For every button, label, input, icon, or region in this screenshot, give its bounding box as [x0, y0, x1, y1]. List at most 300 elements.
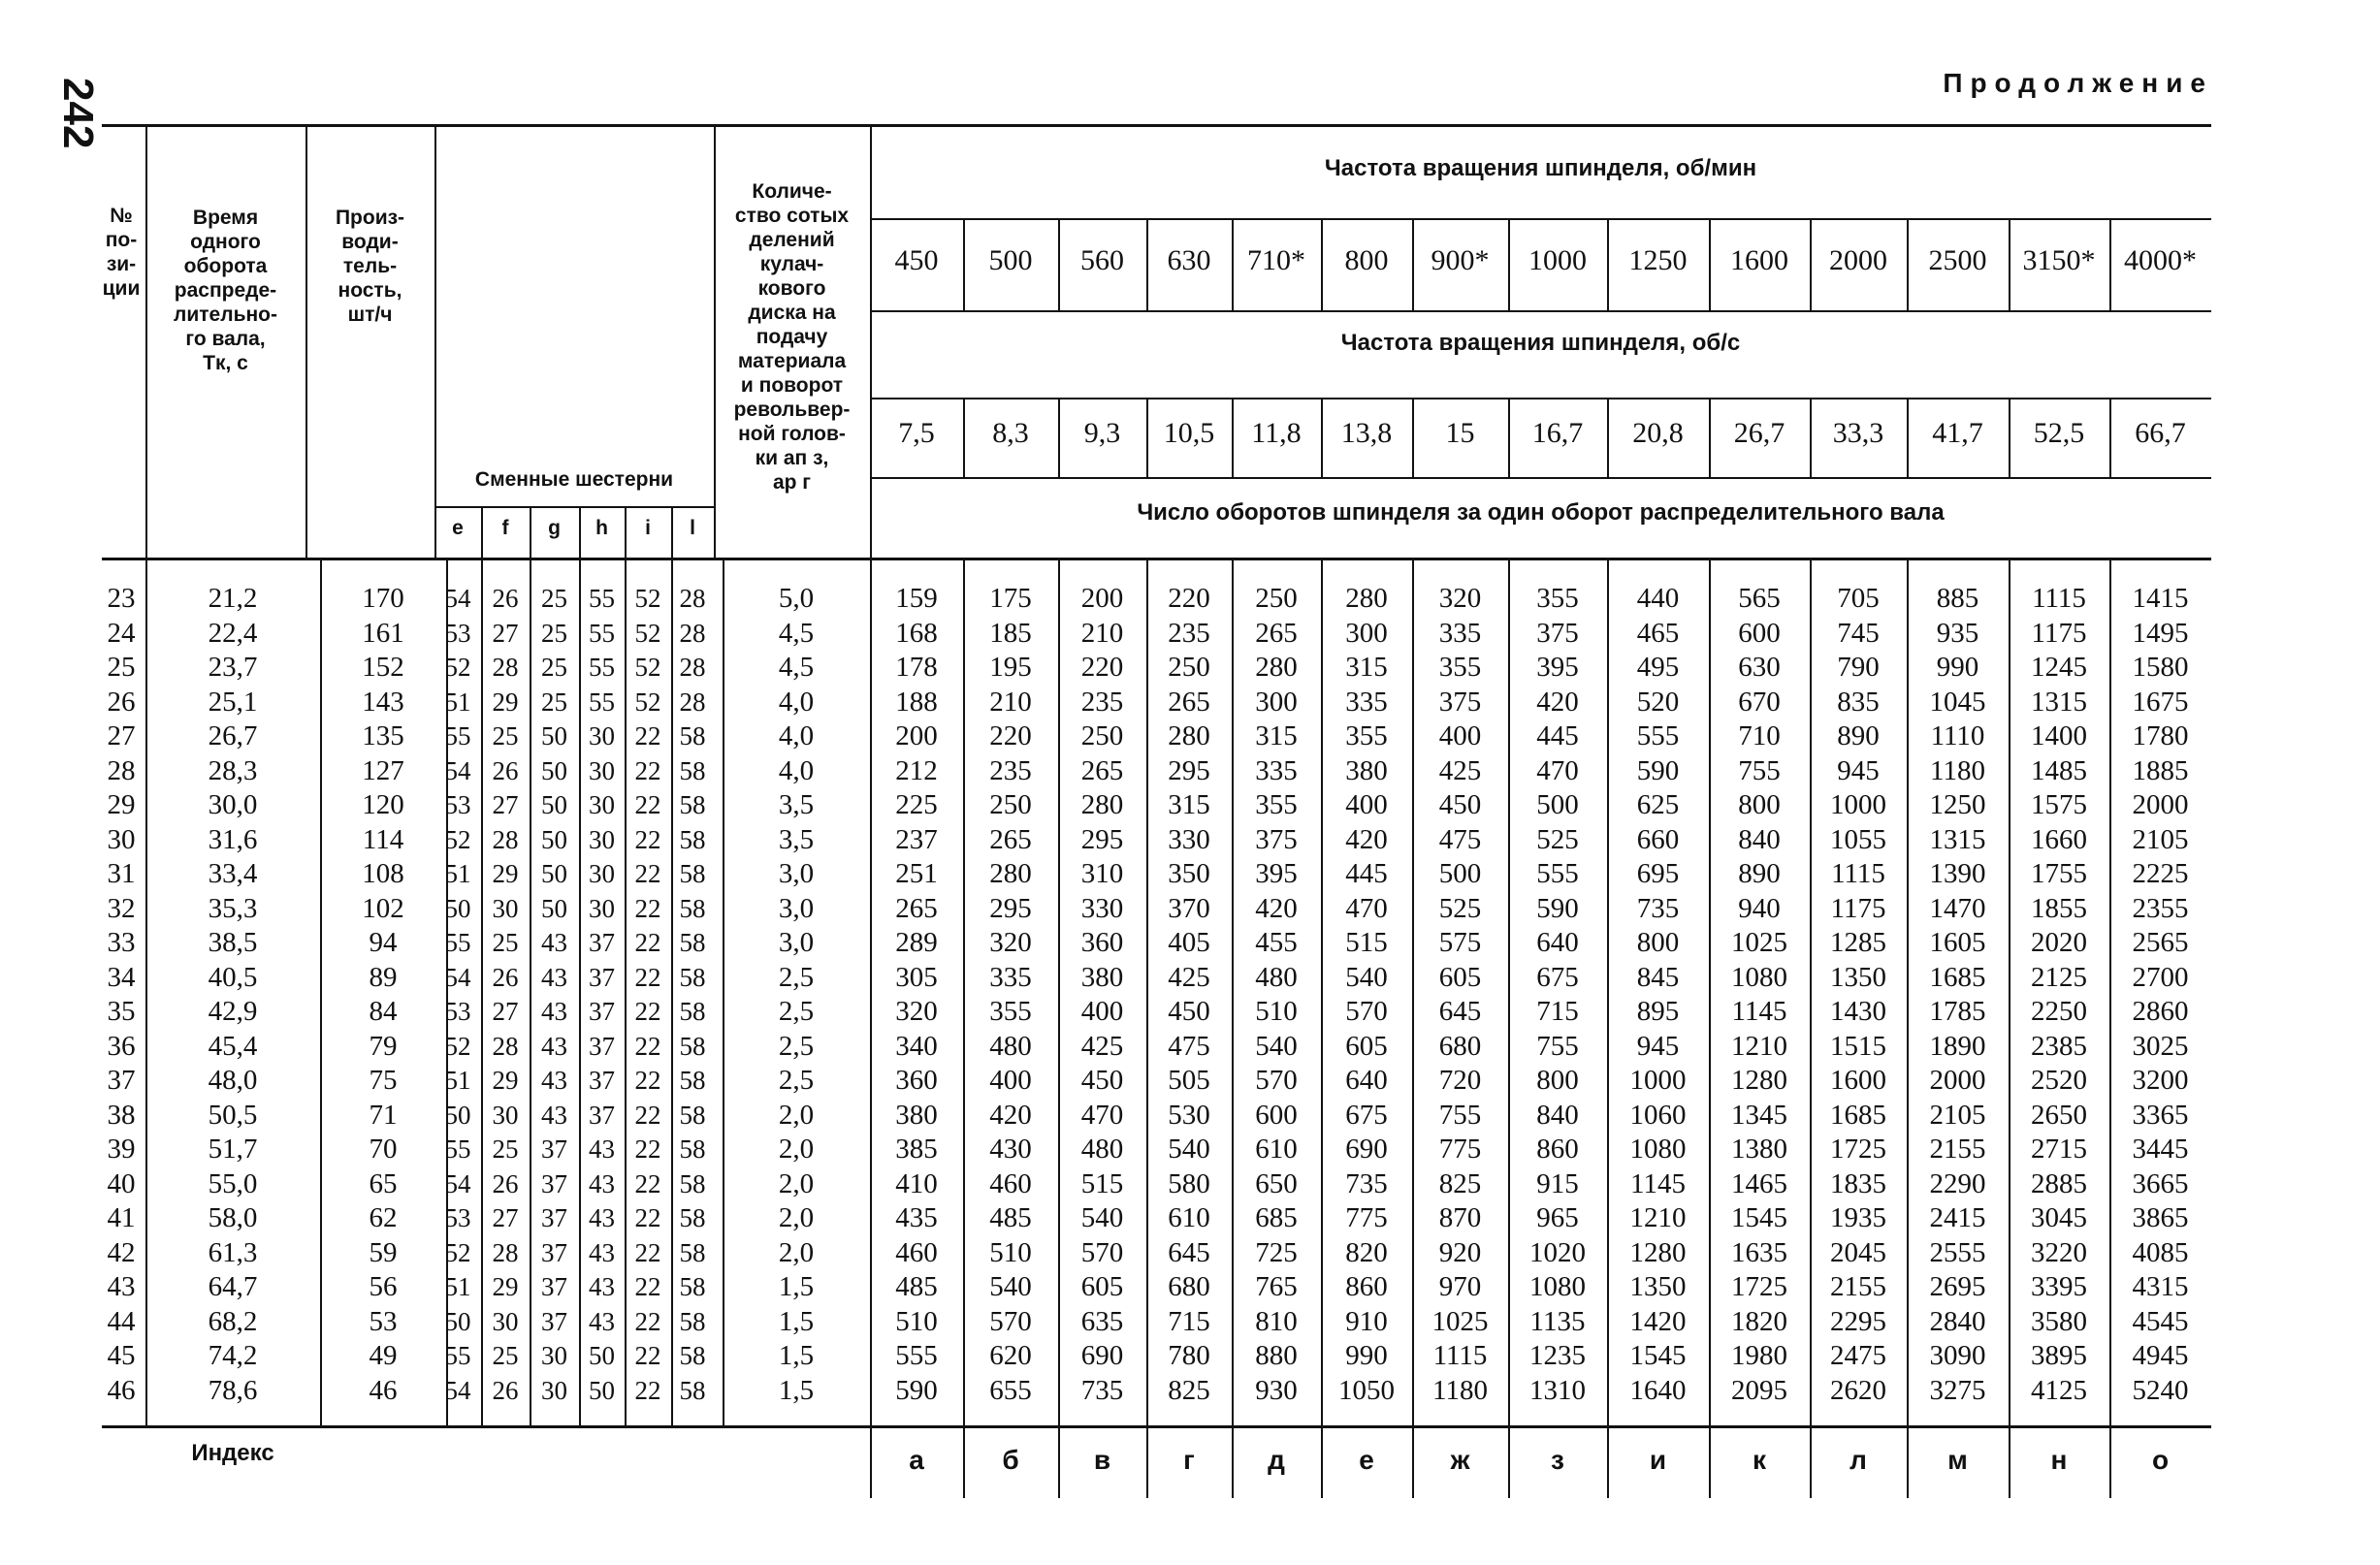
row-revolutions: 1115 — [1831, 858, 1885, 889]
row-revolutions: 690 — [1080, 1340, 1124, 1371]
row-revolutions: 2475 — [1830, 1340, 1886, 1371]
header-cycle-time: оборота — [183, 255, 268, 277]
row-revolutions: 1725 — [1731, 1271, 1787, 1302]
row-revolutions: 310 — [1080, 858, 1124, 889]
row-revolutions: 280 — [1080, 789, 1124, 820]
row-revolutions: 580 — [1168, 1167, 1210, 1199]
row-gear-value: 58 — [679, 928, 706, 957]
row-revolutions: 455 — [1255, 927, 1298, 958]
row-revolutions: 1315 — [1929, 823, 1986, 855]
row-gear-value: 25 — [492, 721, 519, 751]
row-revolutions: 690 — [1345, 1134, 1388, 1165]
row-productivity: 53 — [369, 1305, 398, 1337]
row-revolutions: 210 — [1080, 617, 1124, 649]
row-gear-value: 50 — [541, 859, 567, 888]
row-revolutions: 1280 — [1629, 1236, 1687, 1268]
row-revolutions: 970 — [1438, 1271, 1482, 1302]
rps-value: 52,5 — [2033, 417, 2085, 449]
row-position-no: 38 — [107, 1099, 136, 1131]
row-gear-value: 58 — [679, 893, 706, 923]
row-gear-value: 37 — [541, 1134, 567, 1164]
row-revolutions: 840 — [1738, 823, 1781, 855]
rpm-value: 2500 — [1928, 244, 1987, 276]
header-cam-divisions: диска на — [748, 302, 836, 324]
row-revolutions: 990 — [1936, 652, 1979, 683]
row-gear-value: 22 — [634, 893, 661, 923]
row-revolutions: 715 — [1536, 996, 1579, 1027]
row-revolutions: 480 — [989, 1030, 1032, 1062]
row-productivity: 56 — [369, 1271, 398, 1302]
row-revolutions: 1145 — [1731, 996, 1787, 1027]
row-revolutions: 1180 — [1930, 754, 1985, 786]
row-revolutions: 280 — [1168, 720, 1210, 751]
row-revolutions: 3395 — [2031, 1271, 2087, 1302]
row-revolutions: 2565 — [2132, 927, 2189, 958]
row-revolutions: 220 — [1080, 652, 1124, 683]
row-revolutions: 405 — [1168, 927, 1210, 958]
row-gear-value: 58 — [679, 1375, 706, 1405]
row-revolutions: 670 — [1738, 686, 1781, 718]
row-revolutions: 810 — [1255, 1305, 1298, 1337]
rule-line — [102, 124, 2211, 127]
row-revolutions: 1025 — [1431, 1305, 1489, 1337]
row-revolutions: 800 — [1636, 927, 1680, 958]
header-revs-title: Число оборотов шпинделя за один оборот распределительного вала — [1137, 499, 1945, 526]
row-revolutions: 1235 — [1529, 1340, 1586, 1371]
row-revolutions: 2840 — [1929, 1305, 1986, 1337]
row-revolutions: 435 — [895, 1202, 938, 1233]
row-revolutions: 825 — [1168, 1374, 1210, 1406]
rpm-value: 1250 — [1628, 244, 1688, 276]
row-position-no: 36 — [107, 1030, 136, 1062]
row-revolutions: 425 — [1168, 961, 1210, 993]
row-position-no: 46 — [107, 1374, 136, 1406]
row-revolutions: 1605 — [1929, 927, 1986, 958]
row-cycle-time: 61,3 — [208, 1236, 258, 1268]
row-gear-value: 50 — [444, 1306, 471, 1336]
rps-value: 7,5 — [898, 417, 935, 449]
row-revolutions: 360 — [1080, 927, 1124, 958]
row-revolutions: 705 — [1837, 583, 1880, 614]
rps-value: 41,7 — [1932, 417, 1983, 449]
row-revolutions: 625 — [1636, 789, 1680, 820]
row-revolutions: 720 — [1438, 1065, 1482, 1096]
header-position-no: № — [110, 205, 133, 227]
header-cycle-time: одного — [190, 231, 261, 253]
row-productivity: 152 — [362, 652, 404, 683]
row-revolutions: 675 — [1345, 1099, 1388, 1131]
row-gear-value: 25 — [541, 618, 567, 648]
row-revolutions: 1885 — [2132, 754, 2189, 786]
row-gear-value: 28 — [679, 584, 706, 613]
row-revolutions: 475 — [1438, 823, 1482, 855]
row-gear-value: 22 — [634, 859, 661, 888]
row-revolutions: 480 — [1080, 1134, 1124, 1165]
row-revolutions: 2355 — [2132, 892, 2189, 924]
header-cam-divisions: ство сотых — [734, 205, 850, 227]
row-revolutions: 825 — [1438, 1167, 1482, 1199]
row-gear-value: 30 — [589, 755, 615, 785]
row-revolutions: 555 — [1536, 858, 1579, 889]
row-revolutions: 935 — [1936, 617, 1979, 649]
row-revolutions: 725 — [1255, 1236, 1298, 1268]
row-revolutions: 335 — [989, 961, 1032, 993]
row-revolutions: 1000 — [1830, 789, 1886, 820]
row-revolutions: 200 — [895, 720, 938, 751]
row-revolutions: 320 — [895, 996, 938, 1027]
header-gear-letter: h — [595, 517, 608, 539]
row-cycle-time: 38,5 — [208, 927, 258, 958]
row-revolutions: 570 — [989, 1305, 1032, 1337]
row-productivity: 79 — [369, 1030, 398, 1062]
row-revolutions: 1000 — [1629, 1065, 1687, 1096]
row-revolutions: 775 — [1438, 1134, 1482, 1165]
row-gear-value: 37 — [541, 1203, 567, 1232]
rps-value: 8,3 — [992, 417, 1029, 449]
row-revolutions: 735 — [1636, 892, 1680, 924]
header-cycle-time: лительно- — [174, 303, 277, 326]
row-revolutions: 1310 — [1529, 1374, 1586, 1406]
row-gear-value: 58 — [679, 1066, 706, 1095]
row-gear-value: 37 — [541, 1237, 567, 1267]
row-gear-value: 37 — [589, 997, 615, 1026]
header-cam-divisions: и поворот — [740, 374, 844, 397]
row-cycle-time: 23,7 — [208, 652, 258, 683]
row-revolutions: 315 — [1345, 652, 1388, 683]
row-revolutions: 990 — [1345, 1340, 1388, 1371]
row-revolutions: 575 — [1438, 927, 1482, 958]
row-revolutions: 3200 — [2132, 1065, 2189, 1096]
row-revolutions: 188 — [895, 686, 938, 718]
row-gear-value: 28 — [679, 687, 706, 717]
row-gear-value: 52 — [444, 824, 471, 854]
rpm-value: 560 — [1080, 244, 1124, 276]
row-gear-value: 26 — [492, 962, 519, 992]
row-revolutions: 590 — [1636, 754, 1680, 786]
header-rps-title: Частота вращения шпинделя, об/с — [1340, 330, 1741, 356]
row-gear-value: 54 — [444, 962, 471, 992]
row-revolutions: 212 — [895, 754, 938, 786]
row-gear-value: 43 — [541, 1031, 567, 1061]
row-cam-divisions: 2,0 — [778, 1134, 815, 1165]
row-revolutions: 1175 — [1830, 892, 1886, 924]
row-cam-divisions: 2,5 — [778, 961, 815, 993]
row-cam-divisions: 3,0 — [778, 858, 815, 889]
row-revolutions: 425 — [1438, 754, 1482, 786]
row-productivity: 135 — [362, 720, 404, 751]
row-gear-value: 43 — [589, 1203, 615, 1232]
row-revolutions: 3445 — [2132, 1134, 2189, 1165]
row-revolutions: 495 — [1636, 652, 1680, 683]
row-revolutions: 600 — [1255, 1099, 1298, 1131]
index-letter: г — [1183, 1445, 1195, 1475]
row-position-no: 23 — [107, 583, 136, 614]
row-position-no: 25 — [107, 652, 136, 683]
row-revolutions: 305 — [895, 961, 938, 993]
index-letter: к — [1752, 1445, 1766, 1475]
row-revolutions: 2415 — [1929, 1202, 1986, 1233]
row-revolutions: 1545 — [1731, 1202, 1787, 1233]
row-gear-value: 50 — [541, 755, 567, 785]
header-productivity: води- — [341, 231, 399, 253]
row-cycle-time: 58,0 — [208, 1202, 258, 1233]
row-revolutions: 4085 — [2132, 1236, 2189, 1268]
row-revolutions: 530 — [1168, 1099, 1210, 1131]
row-revolutions: 570 — [1255, 1065, 1298, 1096]
row-gear-value: 52 — [634, 584, 661, 613]
row-revolutions: 910 — [1345, 1305, 1388, 1337]
row-revolutions: 355 — [1255, 789, 1298, 820]
row-revolutions: 225 — [895, 789, 938, 820]
row-gear-value: 43 — [541, 1066, 567, 1095]
row-revolutions: 185 — [989, 617, 1032, 649]
row-gear-value: 27 — [492, 997, 519, 1026]
row-revolutions: 1420 — [1629, 1305, 1687, 1337]
row-revolutions: 780 — [1168, 1340, 1210, 1371]
row-gear-value: 30 — [492, 1100, 519, 1130]
header-cam-divisions: aр г — [772, 471, 812, 494]
row-gear-value: 29 — [492, 1272, 519, 1301]
row-gear-value: 25 — [541, 584, 567, 613]
row-revolutions: 1755 — [2031, 858, 2087, 889]
row-gear-value: 22 — [634, 997, 661, 1026]
row-gear-value: 27 — [492, 618, 519, 648]
header-cam-divisions: кулач- — [759, 253, 824, 275]
row-gear-value: 53 — [444, 1203, 471, 1232]
rpm-value: 2000 — [1829, 244, 1887, 276]
row-revolutions: 4545 — [2132, 1305, 2189, 1337]
row-cycle-time: 35,3 — [208, 892, 258, 924]
header-position-no: ции — [102, 277, 141, 300]
row-revolutions: 930 — [1255, 1374, 1298, 1406]
index-letter: е — [1359, 1445, 1374, 1475]
row-productivity: 161 — [362, 617, 404, 649]
row-revolutions: 500 — [1438, 858, 1482, 889]
header-rpm-title: Частота вращения шпинделя, об/мин — [1324, 155, 1757, 181]
row-revolutions: 1315 — [2031, 686, 2087, 718]
row-revolutions: 168 — [895, 617, 938, 649]
header-productivity: ность, — [338, 279, 402, 302]
row-revolutions: 2695 — [1929, 1271, 1986, 1302]
row-cycle-time: 33,4 — [208, 858, 258, 889]
row-revolutions: 295 — [989, 892, 1032, 924]
row-revolutions: 1080 — [1529, 1271, 1586, 1302]
row-revolutions: 485 — [989, 1202, 1032, 1233]
row-revolutions: 400 — [989, 1065, 1032, 1096]
row-revolutions: 445 — [1536, 720, 1579, 751]
row-revolutions: 1250 — [1929, 789, 1986, 820]
row-gear-value: 28 — [492, 653, 519, 682]
row-revolutions: 640 — [1536, 927, 1579, 958]
row-gear-value: 53 — [444, 618, 471, 648]
row-productivity: 114 — [362, 823, 404, 855]
header-productivity: Произ- — [335, 207, 405, 229]
row-gear-value: 30 — [589, 790, 615, 819]
row-gear-value: 30 — [492, 893, 519, 923]
row-revolutions: 470 — [1345, 892, 1388, 924]
rps-value: 9,3 — [1083, 417, 1121, 449]
row-cam-divisions: 2,0 — [778, 1099, 815, 1131]
rps-value: 15 — [1445, 417, 1475, 449]
row-gear-value: 37 — [541, 1168, 567, 1198]
row-gear-value: 51 — [444, 859, 471, 888]
row-revolutions: 510 — [1255, 996, 1298, 1027]
row-gear-value: 26 — [492, 584, 519, 613]
row-gear-value: 26 — [492, 1375, 519, 1405]
header-cycle-time: Время — [192, 207, 259, 229]
row-gear-value: 55 — [444, 928, 471, 957]
header-cam-divisions: Количе- — [752, 180, 832, 203]
row-position-no: 29 — [107, 789, 136, 820]
row-gear-value: 29 — [492, 687, 519, 717]
row-gear-value: 52 — [444, 1237, 471, 1267]
row-revolutions: 250 — [1080, 720, 1124, 751]
row-revolutions: 445 — [1345, 858, 1388, 889]
rpm-value: 1000 — [1528, 244, 1587, 276]
row-revolutions: 3865 — [2132, 1202, 2189, 1233]
row-revolutions: 1350 — [1830, 961, 1886, 993]
row-gear-value: 58 — [679, 790, 706, 819]
row-position-no: 45 — [107, 1340, 136, 1371]
row-position-no: 28 — [107, 754, 136, 786]
row-revolutions: 1135 — [1529, 1305, 1586, 1337]
row-revolutions: 635 — [1080, 1305, 1124, 1337]
row-revolutions: 380 — [1080, 961, 1124, 993]
index-letter: д — [1268, 1445, 1285, 1475]
row-revolutions: 4945 — [2132, 1340, 2189, 1371]
row-revolutions: 360 — [895, 1065, 938, 1096]
row-revolutions: 570 — [1345, 996, 1388, 1027]
row-revolutions: 1660 — [2031, 823, 2087, 855]
row-productivity: 70 — [369, 1134, 398, 1165]
row-revolutions: 1495 — [2132, 617, 2189, 649]
index-letter: л — [1849, 1445, 1867, 1475]
row-revolutions: 1025 — [1731, 927, 1787, 958]
row-cam-divisions: 4,0 — [778, 686, 815, 718]
row-revolutions: 590 — [1536, 892, 1579, 924]
row-revolutions: 2155 — [1830, 1271, 1886, 1302]
row-gear-value: 50 — [541, 721, 567, 751]
row-cam-divisions: 2,0 — [778, 1202, 815, 1233]
row-position-no: 37 — [107, 1065, 136, 1096]
row-cycle-time: 74,2 — [208, 1340, 258, 1371]
row-revolutions: 1485 — [2031, 754, 2087, 786]
row-revolutions: 295 — [1168, 754, 1210, 786]
rps-value: 26,7 — [1733, 417, 1785, 449]
row-revolutions: 1045 — [1929, 686, 1986, 718]
row-revolutions: 1890 — [1929, 1030, 1986, 1062]
row-productivity: 71 — [369, 1099, 398, 1131]
row-revolutions: 1245 — [2031, 652, 2087, 683]
row-revolutions: 3275 — [1929, 1374, 1986, 1406]
row-revolutions: 505 — [1168, 1065, 1210, 1096]
row-revolutions: 2020 — [2031, 927, 2087, 958]
row-revolutions: 655 — [989, 1374, 1032, 1406]
row-gear-value: 43 — [589, 1306, 615, 1336]
row-revolutions: 660 — [1636, 823, 1680, 855]
row-revolutions: 450 — [1080, 1065, 1124, 1096]
row-gear-value: 55 — [589, 687, 615, 717]
row-revolutions: 610 — [1168, 1202, 1210, 1233]
row-cam-divisions: 2,0 — [778, 1236, 815, 1268]
index-letter: м — [1947, 1445, 1968, 1475]
row-revolutions: 5240 — [2132, 1374, 2189, 1406]
header-gear-letter: g — [548, 517, 561, 539]
row-revolutions: 265 — [989, 823, 1032, 855]
row-revolutions: 1675 — [2132, 686, 2189, 718]
row-gear-value: 58 — [679, 721, 706, 751]
row-cam-divisions: 4,5 — [778, 617, 815, 649]
row-revolutions: 3895 — [2031, 1340, 2087, 1371]
row-gear-value: 22 — [634, 1203, 661, 1232]
row-revolutions: 570 — [1080, 1236, 1124, 1268]
row-revolutions: 195 — [989, 652, 1032, 683]
row-revolutions: 3045 — [2031, 1202, 2087, 1233]
row-productivity: 46 — [369, 1374, 398, 1406]
row-revolutions: 485 — [895, 1271, 938, 1302]
row-revolutions: 500 — [1536, 789, 1579, 820]
row-gear-value: 30 — [492, 1306, 519, 1336]
row-revolutions: 1835 — [1830, 1167, 1886, 1199]
row-revolutions: 355 — [1345, 720, 1388, 751]
continuation-label: Продолжение — [1943, 68, 2213, 98]
row-cycle-time: 40,5 — [208, 961, 258, 993]
row-revolutions: 1600 — [1830, 1065, 1886, 1096]
row-gear-value: 58 — [679, 1100, 706, 1130]
rule-line — [870, 477, 2211, 479]
header-gears-title: Сменные шестерни — [474, 468, 674, 491]
row-revolutions: 885 — [1936, 583, 1979, 614]
row-revolutions: 220 — [1168, 583, 1210, 614]
row-revolutions: 1640 — [1629, 1374, 1687, 1406]
rps-value: 66,7 — [2135, 417, 2186, 449]
row-gear-value: 55 — [444, 1134, 471, 1164]
row-revolutions: 400 — [1345, 789, 1388, 820]
row-revolutions: 800 — [1738, 789, 1781, 820]
index-letter: б — [1002, 1445, 1019, 1475]
row-gear-value: 30 — [589, 859, 615, 888]
index-letter: в — [1093, 1445, 1111, 1475]
row-revolutions: 440 — [1636, 583, 1680, 614]
row-revolutions: 1465 — [1731, 1167, 1787, 1199]
row-revolutions: 765 — [1255, 1271, 1298, 1302]
row-revolutions: 680 — [1438, 1030, 1482, 1062]
row-cam-divisions: 1,5 — [778, 1305, 815, 1337]
row-gear-value: 55 — [444, 1341, 471, 1370]
row-revolutions: 300 — [1255, 686, 1298, 718]
row-gear-value: 58 — [679, 859, 706, 888]
row-gear-value: 54 — [444, 1168, 471, 1198]
row-revolutions: 605 — [1438, 961, 1482, 993]
row-revolutions: 178 — [895, 652, 938, 683]
row-revolutions: 330 — [1080, 892, 1124, 924]
row-cam-divisions: 3,5 — [778, 823, 815, 855]
row-revolutions: 2860 — [2132, 996, 2189, 1027]
row-gear-value: 22 — [634, 962, 661, 992]
row-revolutions: 420 — [1536, 686, 1579, 718]
row-revolutions: 289 — [895, 927, 938, 958]
row-gear-value: 25 — [492, 1341, 519, 1370]
row-revolutions: 680 — [1168, 1271, 1210, 1302]
row-revolutions: 945 — [1636, 1030, 1680, 1062]
row-revolutions: 420 — [1255, 892, 1298, 924]
row-revolutions: 1175 — [2031, 617, 2087, 649]
row-revolutions: 375 — [1255, 823, 1298, 855]
header-productivity: тель- — [342, 255, 398, 277]
row-revolutions: 1785 — [1929, 996, 1986, 1027]
row-revolutions: 540 — [1345, 961, 1388, 993]
row-gear-value: 28 — [492, 824, 519, 854]
